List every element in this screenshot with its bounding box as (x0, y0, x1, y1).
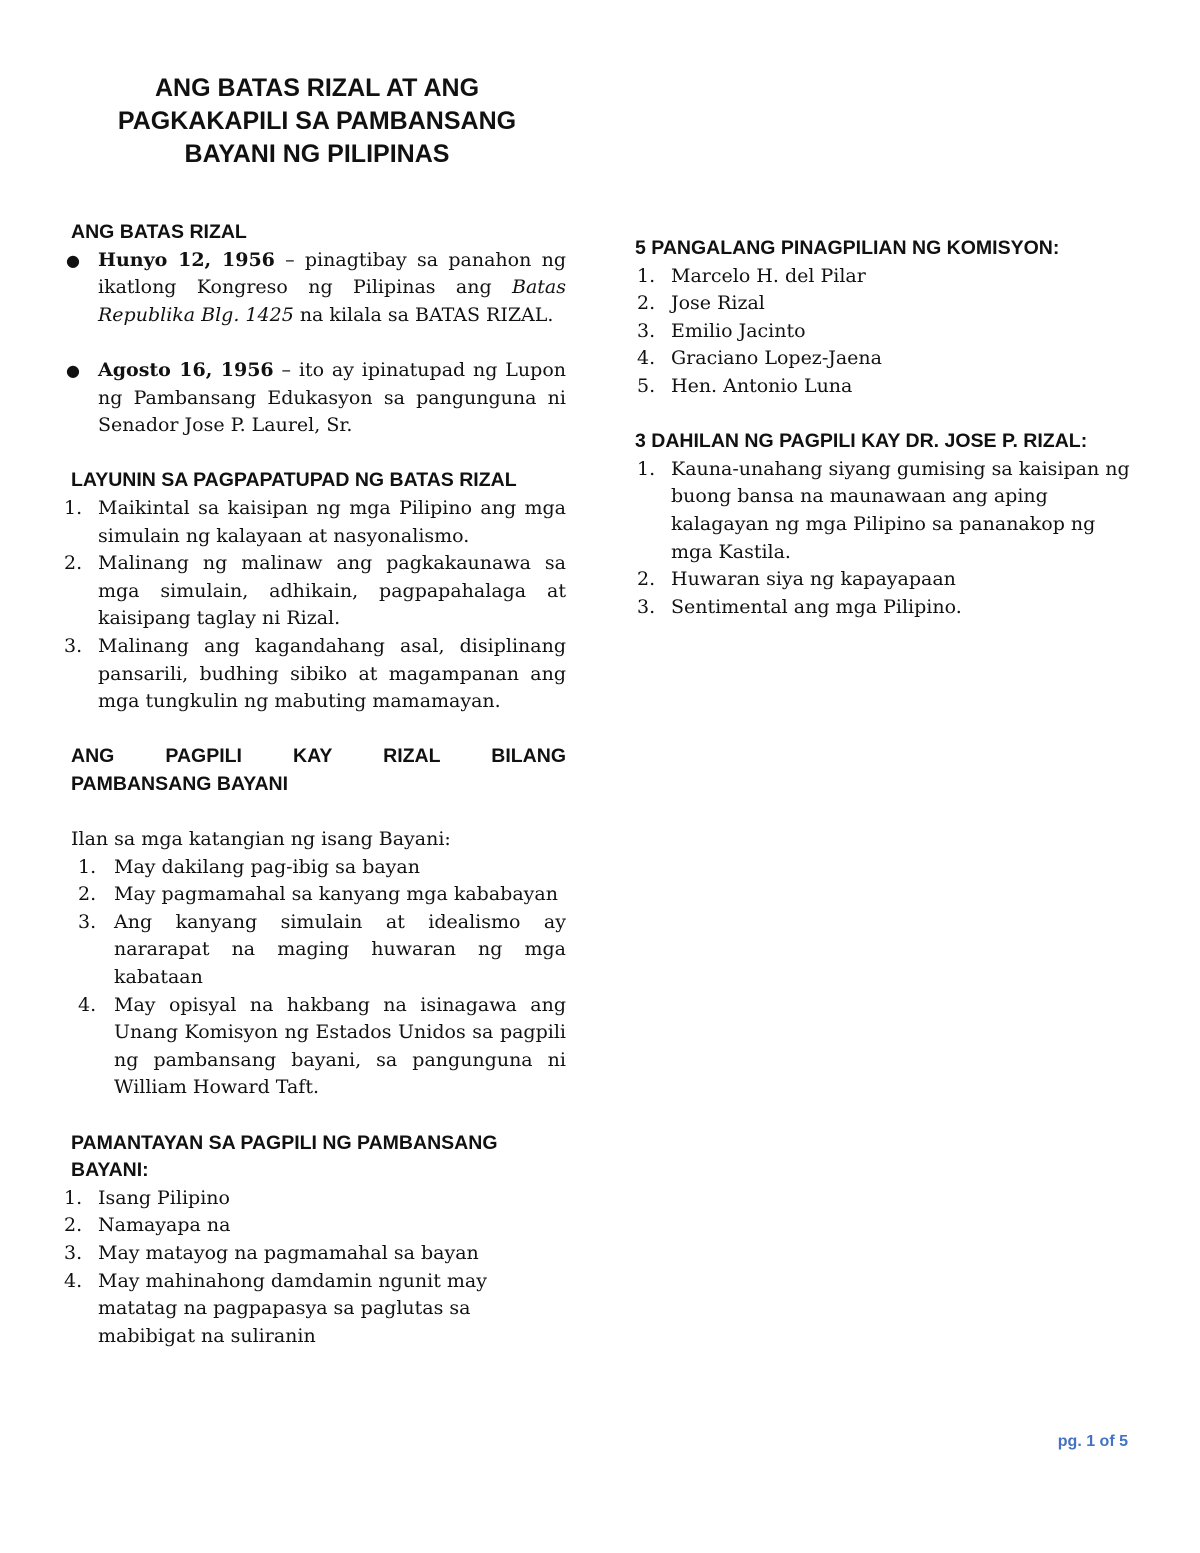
number-marker: 1. (637, 264, 656, 287)
number-marker: 4. (637, 347, 656, 370)
spacer (62, 329, 566, 357)
title-line-2: PAGKAKAPILI SA PAMBANSANG (117, 107, 517, 135)
item-text: Sentimental ang mga Pilipino. (671, 595, 962, 618)
number-marker: 2. (64, 552, 83, 575)
pagpili-heading-line-1: ANG PAGPILI KAY RIZAL BILANG (71, 745, 566, 768)
number-marker: 1. (78, 855, 97, 878)
list-item (635, 345, 1135, 373)
pamantayan-list (62, 1185, 566, 1351)
item-text: Hen. Antonio Luna (671, 374, 853, 397)
title-line-1: ANG BATAS RIZAL AT ANG (154, 74, 480, 102)
spacer (635, 401, 1135, 429)
list-item (62, 1212, 566, 1240)
item-text: Malinang ang kagandahang asal, disiplinang pansarili, budhing sibiko at magampanan ang mga tungkulin ng mabuting mamamayan. (98, 634, 566, 713)
list-item (62, 881, 566, 909)
list-item (635, 566, 1135, 594)
pagpili-heading (62, 743, 566, 798)
pamantayan-heading-line-1: PAMANTAYAN SA PAGPILI NG PAMBANSANG (71, 1131, 498, 1154)
spacer (62, 440, 566, 468)
pangalan-heading: 5 PANGALANG PINAGPILIAN NG KOMISYON: (635, 237, 1060, 259)
list-item (62, 854, 566, 882)
item-text: Graciano Lopez-Jaena (671, 347, 882, 370)
item-text: – pinagtibay sa panahon ng ikatlong Kongreso ng Pilipinas ang (98, 248, 566, 299)
list-item (62, 992, 566, 1102)
left-column (62, 219, 566, 1350)
katangian-list (62, 854, 566, 1102)
layunin-heading: LAYUNIN SA PAGPAPATUPAD NG BATAS RIZAL (71, 469, 517, 492)
dahilan-heading: 3 DAHILAN NG PAGPILI KAY DR. JOSE P. RIZAL: (635, 430, 1088, 453)
list-item (635, 594, 1135, 622)
list-item (635, 263, 1135, 291)
number-marker: 4. (64, 1269, 83, 1292)
number-marker: 2. (637, 568, 656, 591)
document-title (66, 72, 568, 171)
item-text: Kauna-unahang siyang gumising sa kaisipan ng buong bansa na maunawaan ang aping kalagayan ng mga Pilipino sa pananakop ng mga Kastila. (671, 457, 1130, 563)
list-item (62, 357, 566, 440)
number-marker: 3. (637, 595, 656, 618)
item-text: Ang kanyang simulain at idealismo ay nararapat na maging huwaran ng mga kabataan (114, 910, 566, 989)
batas-rizal-heading: ANG BATAS RIZAL (71, 221, 247, 243)
date-label: Hunyo 12, 1956 (98, 248, 275, 271)
item-text: Jose Rizal (671, 292, 765, 315)
spacer (62, 798, 566, 826)
dahilan-list (635, 456, 1135, 622)
layunin-list (62, 495, 566, 716)
item-text: May mahinahong damdamin ngunit may matatag na pagpapasya sa paglutas sa mabibigat na suliranin (98, 1269, 487, 1347)
item-text: – ito ay ipinatupad ng Lupon ng Pambansang Edukasyon sa pangunguna ni Senador Jose P. Laurel, Sr. (98, 358, 567, 437)
page-number: pg. 1 of 5 (1057, 1433, 1128, 1450)
pangalan-list (635, 263, 1135, 401)
pamantayan-heading (62, 1130, 566, 1185)
list-item (635, 373, 1135, 401)
pamantayan-heading-line-2: BAYANI: (71, 1159, 149, 1182)
law-name: Batas Republika Blg. 1425 (98, 276, 566, 326)
spacer (62, 1102, 566, 1130)
item-text: May matayog na pagmamahal sa bayan (98, 1241, 479, 1264)
number-marker: 1. (637, 457, 656, 480)
date-label: Agosto 16, 1956 (98, 358, 274, 381)
item-text: Marcelo H. del Pilar (671, 264, 866, 287)
number-marker: 3. (78, 910, 97, 933)
list-item (635, 318, 1135, 346)
katangian-intro: Ilan sa mga katangian ng isang Bayani: (71, 828, 451, 851)
list-item (62, 909, 566, 992)
number-marker: 2. (78, 883, 97, 906)
list-item (62, 495, 566, 550)
list-item (62, 1240, 566, 1268)
pagpili-heading-line-2: PAMBANSANG BAYANI (71, 772, 289, 795)
bullet-icon: ● (66, 360, 80, 380)
number-marker: 3. (637, 319, 656, 342)
number-marker: 2. (64, 1214, 83, 1237)
item-text: Namayapa na (98, 1214, 231, 1237)
number-marker: 5. (637, 374, 656, 397)
item-text: May pagmamahal sa kanyang mga kababayan (114, 883, 558, 906)
item-text: Malinang ng malinaw ang pagkakaunawa sa mga simulain, adhikain, pagpapahalaga at kaisipang taglay ni Rizal. (98, 552, 566, 630)
number-marker: 1. (64, 496, 83, 519)
item-text: Huwaran siya ng kapayapaan (671, 568, 956, 591)
number-marker: 4. (78, 993, 97, 1016)
number-marker: 3. (64, 634, 83, 657)
number-marker: 1. (64, 1186, 83, 1209)
item-text: na kilala sa BATAS RIZAL. (293, 303, 554, 326)
list-item (635, 290, 1135, 318)
item-text: May dakilang pag-ibig sa bayan (114, 855, 420, 878)
list-item (62, 1268, 566, 1351)
item-text: Maikintal sa kaisipan ng mga Pilipino ang mga simulain ng kalayaan at nasyonalismo. (98, 496, 566, 547)
list-item (635, 456, 1135, 566)
batas-rizal-list (62, 247, 566, 440)
spacer (62, 716, 566, 744)
list-item (62, 550, 566, 633)
right-column (635, 235, 1135, 621)
number-marker: 3. (64, 1241, 83, 1264)
number-marker: 2. (637, 292, 656, 315)
item-text: May opisyal na hakbang na isinagawa ang Unang Komisyon ng Estados Unidos sa pagpili ng pambansang bayani, sa pangunguna ni William Howard Taft. (114, 993, 566, 1099)
item-text: Isang Pilipino (98, 1186, 230, 1209)
list-item (62, 1185, 566, 1213)
list-item (62, 247, 566, 330)
title-line-3: BAYANI NG PILIPINAS (184, 140, 450, 168)
bullet-icon: ● (66, 250, 80, 270)
list-item (62, 633, 566, 716)
item-text: Emilio Jacinto (671, 319, 806, 342)
